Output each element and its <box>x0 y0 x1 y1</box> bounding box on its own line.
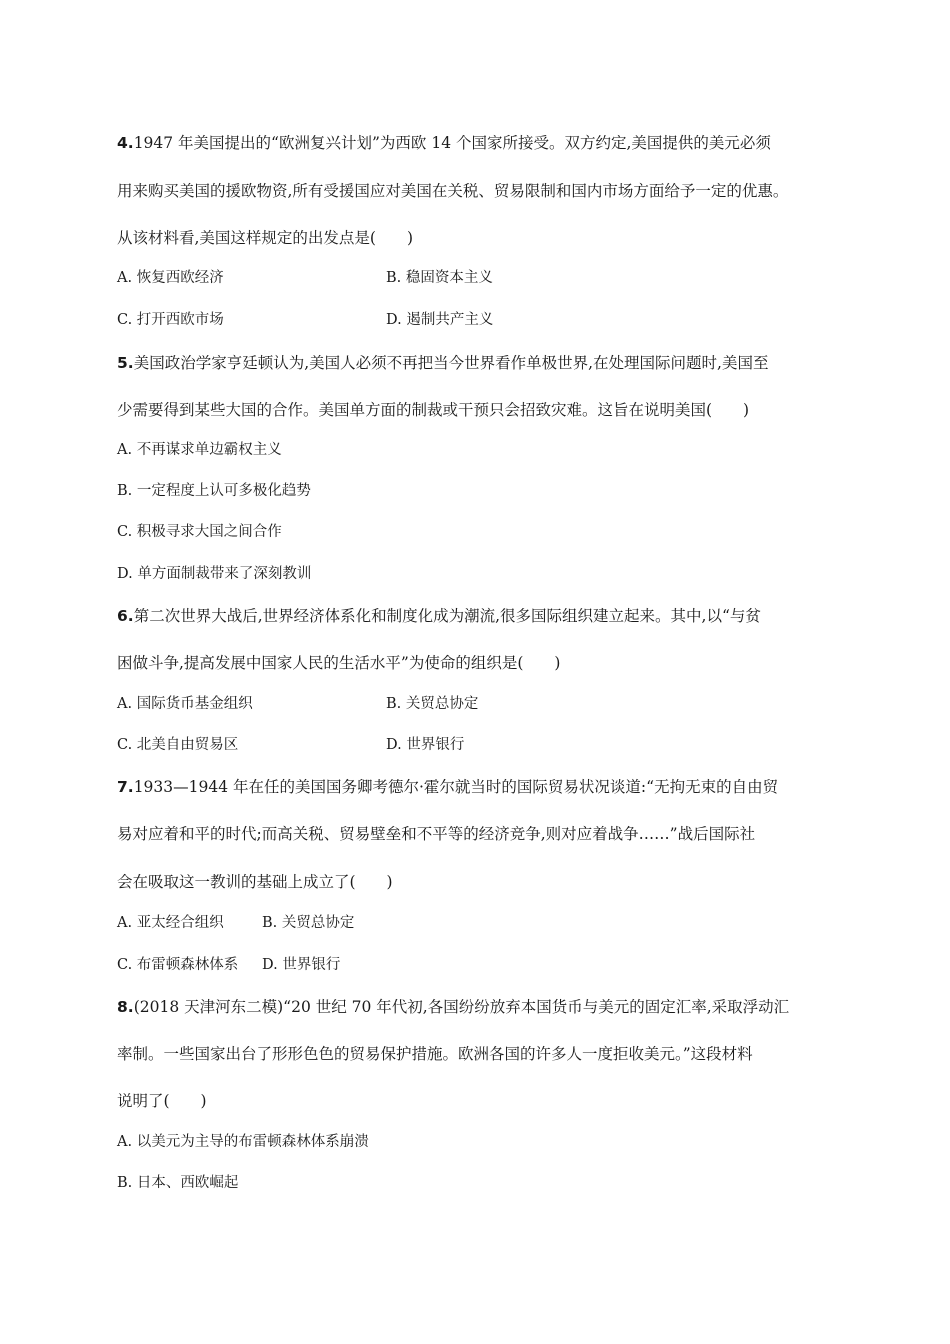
q5-option-d[interactable]: D. 单方面制裁带来了深刻教训 <box>117 566 312 582</box>
q5-option-c[interactable]: C. 积极寻求大国之间合作 <box>117 524 282 540</box>
q6-stem-line-2: 困做斗争,提高发展中国家人民的生活水平”为使命的组织是( ) <box>117 654 561 672</box>
q8-line-1 <box>117 997 789 1017</box>
q7-number: 7. <box>117 778 134 796</box>
q7-option-d[interactable]: D. 世界银行 <box>262 957 341 973</box>
q4-option-a[interactable]: A. 恢复西欧经济 <box>117 270 224 286</box>
q8-option-b[interactable]: B. 日本、西欧崛起 <box>117 1175 239 1191</box>
q6-stem-line-1: 第二次世界大战后,世界经济体系化和制度化成为潮流,很多国际组织建立起来。其中,以“与贫 <box>133 607 761 625</box>
q4-stem-line-1: 1947 年美国提出的“欧洲复兴计划”为西欧 14 个国家所接受。双方约定,美国提供的美元必须 <box>133 134 771 152</box>
q4-line-1 <box>117 133 771 153</box>
q4-option-d[interactable]: D. 遏制共产主义 <box>386 312 494 328</box>
q5-stem-line-1: 美国政治学家亨廷顿认为,美国人必须不再把当今世界看作单极世界,在处理国际问题时,美国至 <box>133 354 769 372</box>
q6-option-d[interactable]: D. 世界银行 <box>386 737 465 753</box>
q8-option-a[interactable]: A. 以美元为主导的布雷顿森林体系崩溃 <box>117 1134 369 1150</box>
q5-stem-line-2: 少需要得到某些大国的合作。美国单方面的制裁或干预只会招致灾难。这旨在说明美国( ) <box>117 401 750 419</box>
q4-option-c[interactable]: C. 打开西欧市场 <box>117 312 224 328</box>
q7-stem-line-1: 1933—1944 年在任的美国国务卿考德尔·霍尔就当时的国际贸易状况谈道:“无拘无束的自由贸 <box>133 778 779 796</box>
q7-option-a[interactable]: A. 亚太经合组织 <box>117 915 224 931</box>
q6-line-1 <box>117 606 761 626</box>
q7-line-1 <box>117 777 778 797</box>
q5-line-1 <box>117 353 768 373</box>
q7-stem-line-3: 会在吸取这一教训的基础上成立了( ) <box>117 873 393 891</box>
q4-stem-line-2: 用来购买美国的援欧物资,所有受援国应对美国在关税、贸易限制和国内市场方面给予一定的优惠。 <box>117 182 789 200</box>
q8-number: 8. <box>117 998 134 1016</box>
q8-stem-line-3: 说明了( ) <box>117 1092 207 1110</box>
q4-stem-line-3: 从该材料看,美国这样规定的出发点是( ) <box>117 229 414 247</box>
q4-option-b[interactable]: B. 稳固资本主义 <box>386 270 493 286</box>
q5-number: 5. <box>117 354 134 372</box>
q5-option-b[interactable]: B. 一定程度上认可多极化趋势 <box>117 483 311 499</box>
q6-option-a[interactable]: A. 国际货币基金组织 <box>117 696 253 712</box>
q4-number: 4. <box>117 134 134 152</box>
q6-option-b[interactable]: B. 关贸总协定 <box>386 696 479 712</box>
q7-option-c[interactable]: C. 布雷顿森林体系 <box>117 957 239 973</box>
q6-option-c[interactable]: C. 北美自由贸易区 <box>117 737 239 753</box>
q7-option-b[interactable]: B. 关贸总协定 <box>262 915 355 931</box>
q8-stem-line-1: (2018 天津河东二模)“20 世纪 70 年代初,各国纷纷放弃本国货币与美元的固定汇率,采取浮动汇 <box>133 998 790 1016</box>
q8-stem-line-2: 率制。一些国家出台了形形色色的贸易保护措施。欧洲各国的许多人一度拒收美元。”这段材料 <box>117 1045 753 1063</box>
q6-number: 6. <box>117 607 134 625</box>
q7-stem-line-2: 易对应着和平的时代;而高关税、贸易壁垒和不平等的经济竞争,则对应着战争……”战后国际社 <box>117 825 756 843</box>
q5-option-a[interactable]: A. 不再谋求单边霸权主义 <box>117 442 282 458</box>
